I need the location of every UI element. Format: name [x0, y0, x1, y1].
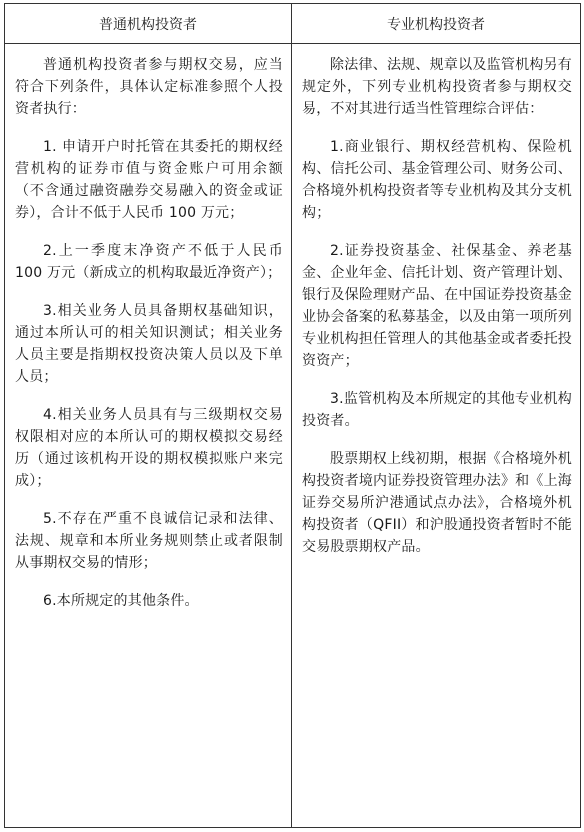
paragraph: 普通机构投资者参与期权交易，应当符合下列条件，具体认定标准参照个人投资者执行：	[15, 57, 283, 117]
paragraph: 6.本所规定的其他条件。	[43, 593, 199, 609]
comparison-table	[4, 3, 581, 828]
paragraph: 1.商业银行、期权经营机构、保险机构、信托公司、基金管理公司、财务公司、合格境外机构投资者等专业机构及其分支机构；	[302, 139, 572, 221]
paragraph: 1. 申请开户时托管在其委托的期权经营机构的证券市值与资金账户可用余额（不含通过融资融券交易融入的资金或证券），合计不低于人民币 100 万元；	[15, 139, 283, 221]
paragraph: 3.相关业务人员具备期权基础知识，通过本所认可的相关知识测试；相关业务人员主要是指期权投资决策人员以及下单人员；	[15, 303, 283, 385]
paragraph: 股票期权上线初期，根据《合格境外机构投资者境内证券投资管理办法》和《上海证券交易所沪港通试点办法》，合格境外机构投资者（QFII）和沪股通投资者暂时不能交易股票期权产品。	[302, 451, 572, 555]
paragraph: 除法律、法规、规章以及监管机构另有规定外，下列专业机构投资者参与期权交易，不对其进行适当性管理综合评估：	[302, 57, 572, 117]
professional-institutional-column	[292, 44, 580, 827]
header-general-institutional: 普通机构投资者	[5, 4, 292, 44]
paragraph: 2.证券投资基金、社保基金、养老基金、企业年金、信托计划、资产管理计划、银行及保险理财产品、在中国证券投资基金业协会备案的私募基金，以及由第一项所列专业机构担任管理人的其他基金或者委托投资资产；	[302, 243, 572, 369]
header-professional-institutional: 专业机构投资者	[292, 4, 580, 44]
general-institutional-column	[5, 44, 292, 827]
paragraph: 2.上一季度末净资产不低于人民币 100 万元（新成立的机构取最近净资产）；	[15, 243, 283, 281]
paragraph: 5.不存在严重不良诚信记录和法律、法规、规章和本所业务规则禁止或者限制从事期权交易的情形；	[15, 511, 283, 571]
paragraph: 4.相关业务人员具有与三级期权交易权限相对应的本所认可的期权模拟交易经历（通过该机构开设的期权模拟账户来完成）；	[15, 407, 283, 489]
paragraph: 3.监管机构及本所规定的其他专业机构投资者。	[302, 391, 572, 429]
